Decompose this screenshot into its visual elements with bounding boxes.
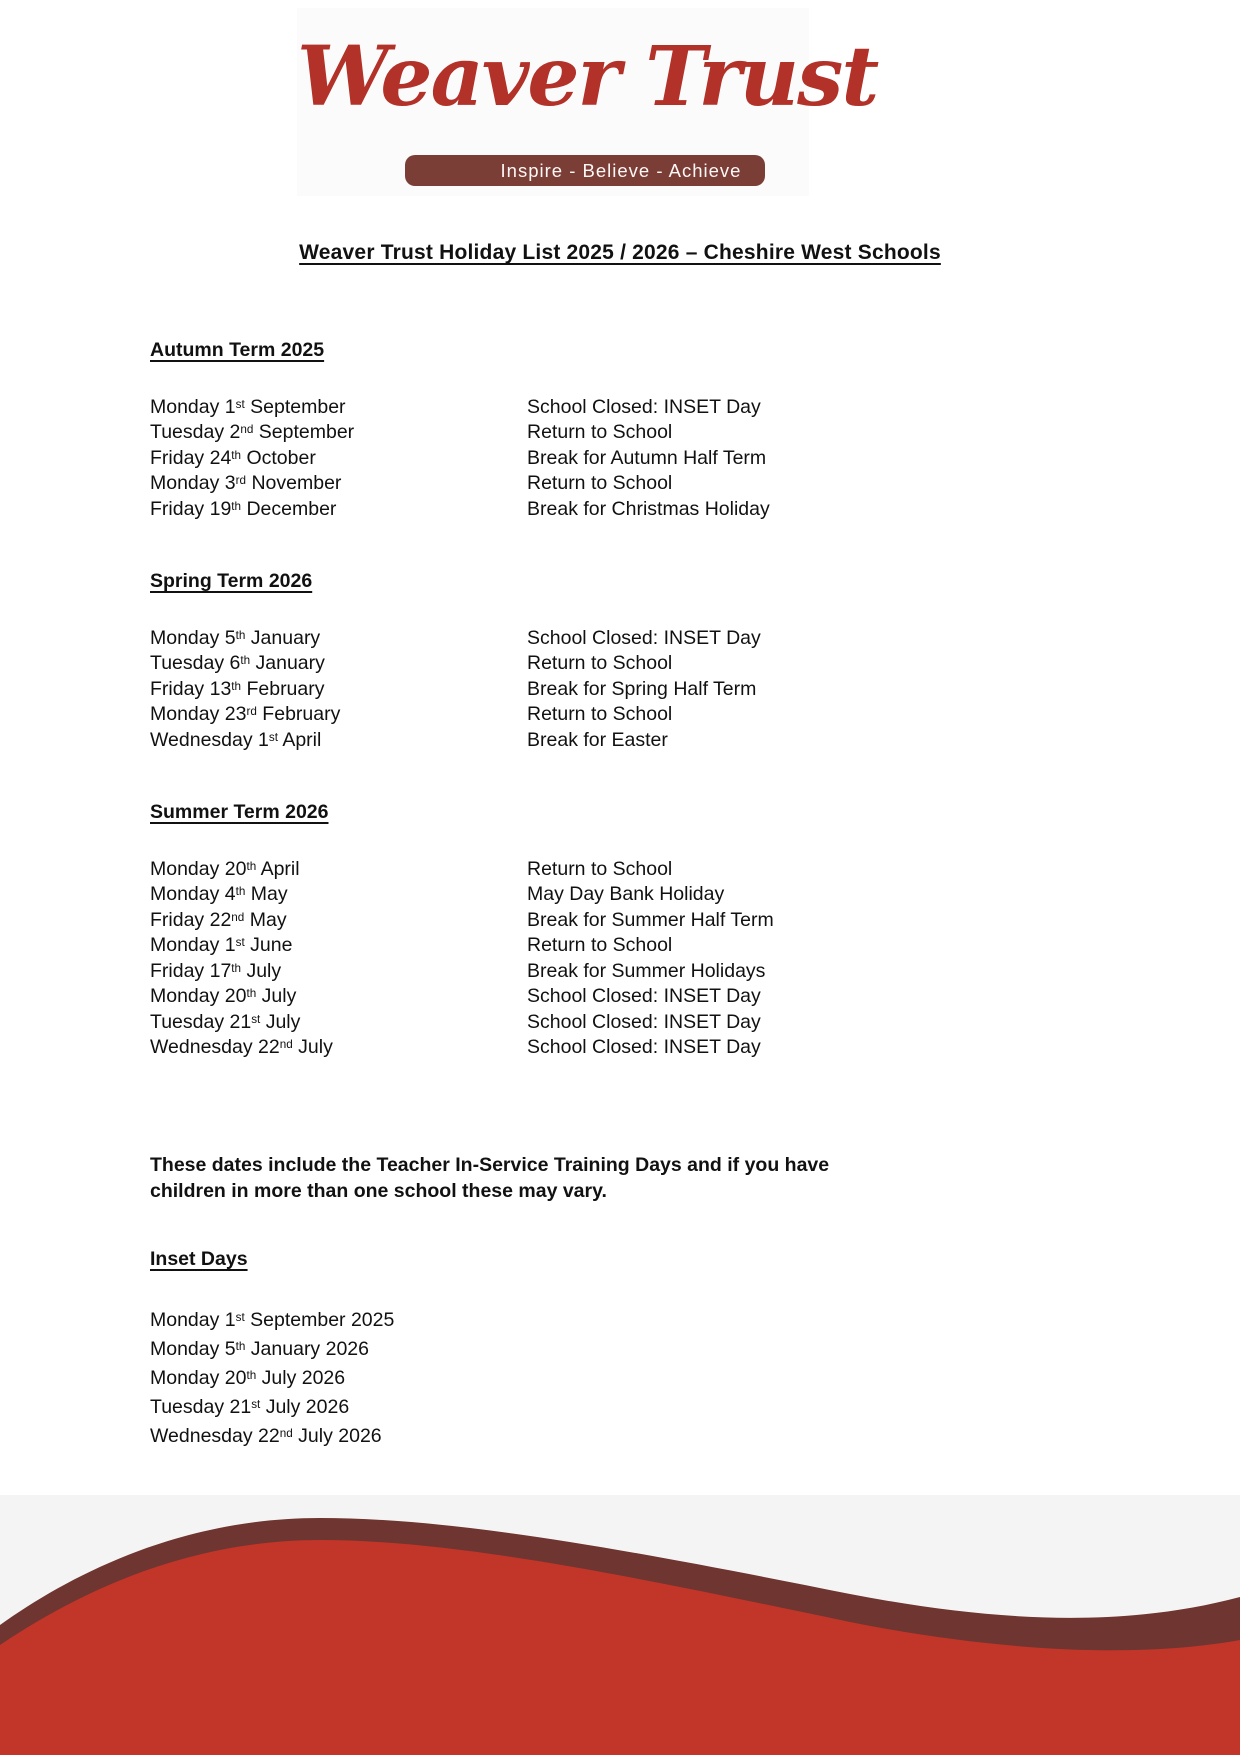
holiday-description: Return to School (527, 934, 673, 956)
ordinal-suffix: nd (231, 910, 245, 924)
holiday-row (150, 1010, 1090, 1036)
logo-tagline-banner (405, 155, 765, 186)
ordinal-suffix: st (235, 936, 245, 950)
holiday-row (150, 857, 1090, 883)
inset-day-date: Wednesday 22nd July 2026 (150, 1424, 382, 1447)
holiday-description: School Closed: INSET Day (527, 395, 761, 418)
holiday-row (150, 702, 1090, 728)
holiday-date: Monday 1st September (150, 395, 346, 418)
logo-wordmark: Weaver Trust (297, 29, 878, 125)
holiday-description: Break for Summer Holidays (527, 959, 766, 982)
holiday-date: Monday 5th January (150, 626, 321, 649)
holiday-description: School Closed: INSET Day (527, 1010, 761, 1033)
ordinal-suffix: st (251, 1397, 261, 1411)
holiday-date: Tuesday 21st July (150, 1010, 301, 1033)
holiday-description: Return to School (527, 703, 673, 725)
ordinal-suffix: nd (279, 1426, 293, 1440)
holiday-rows (150, 395, 1090, 523)
ordinal-suffix: th (246, 859, 257, 873)
holiday-row (150, 728, 1090, 754)
holiday-row (150, 651, 1090, 677)
inset-day-date: Monday 20th July 2026 (150, 1366, 346, 1389)
ordinal-suffix: st (268, 730, 278, 744)
holiday-description: Break for Easter (527, 728, 668, 751)
holiday-row (150, 626, 1090, 652)
ordinal-suffix: th (235, 628, 246, 642)
trust-logo (297, 8, 878, 196)
inset-day-date: Monday 5th January 2026 (150, 1337, 369, 1360)
holiday-row (150, 984, 1090, 1010)
holiday-rows (150, 857, 1090, 1061)
holiday-date: Monday 20th April (150, 857, 300, 880)
holiday-description: Return to School (527, 652, 673, 674)
holiday-description: School Closed: INSET Day (527, 1036, 761, 1058)
section-heading: Summer Term 2026 (150, 801, 329, 823)
ordinal-suffix: th (246, 1368, 257, 1382)
holiday-description: School Closed: INSET Day (527, 626, 761, 649)
holiday-description: Break for Summer Half Term (527, 908, 774, 931)
ordinal-suffix: th (235, 885, 246, 899)
footer-wave-graphic (0, 1340, 1240, 1755)
holiday-date: Friday 17th July (150, 959, 282, 982)
note-line: These dates include the Teacher In-Service Training Days and if you have (150, 1154, 830, 1176)
ordinal-suffix: th (231, 499, 242, 513)
holiday-description: Break for Autumn Half Term (527, 446, 767, 469)
ordinal-suffix: th (240, 654, 251, 668)
ordinal-suffix: th (231, 679, 242, 693)
holiday-description: School Closed: INSET Day (527, 985, 761, 1007)
holiday-row (150, 882, 1090, 908)
holiday-date: Wednesday 1st April (150, 728, 322, 751)
holiday-description: Break for Spring Half Term (527, 677, 757, 700)
holiday-date: Monday 3rd November (150, 472, 342, 494)
ordinal-suffix: rd (246, 705, 257, 719)
ordinal-suffix: st (251, 1012, 261, 1026)
holiday-row (150, 959, 1090, 985)
holiday-date: Monday 4th May (150, 883, 288, 905)
note-line: children in more than one school these may vary. (150, 1180, 607, 1202)
inset-note (150, 1152, 1110, 1204)
inset-day-date: Monday 1st September 2025 (150, 1308, 395, 1331)
holiday-row (150, 1035, 1090, 1061)
holiday-description: Return to School (527, 857, 673, 880)
ordinal-suffix: nd (279, 1038, 293, 1052)
section-summer-term (150, 800, 1090, 1061)
holiday-date: Friday 13th February (150, 677, 325, 700)
ordinal-suffix: st (235, 397, 245, 411)
holiday-date: Monday 1st June (150, 934, 293, 956)
logo-tagline: Inspire - Believe - Achieve (500, 160, 742, 181)
section-heading: Autumn Term 2025 (150, 339, 325, 361)
ordinal-suffix: th (231, 961, 242, 975)
holiday-date: Monday 23rd February (150, 703, 341, 725)
holiday-date: Friday 19th December (150, 497, 337, 520)
inset-day-row (150, 1306, 1090, 1335)
holiday-date: Monday 20th July (150, 985, 297, 1007)
ordinal-suffix: th (235, 1339, 246, 1353)
holiday-row (150, 677, 1090, 703)
ordinal-suffix: nd (240, 423, 254, 437)
holiday-row (150, 420, 1090, 446)
holiday-description: May Day Bank Holiday (527, 883, 725, 905)
ordinal-suffix: st (235, 1310, 245, 1324)
holiday-date: Friday 24th October (150, 446, 316, 469)
holiday-date: Friday 22nd May (150, 908, 287, 931)
page-title: Weaver Trust Holiday List 2025 / 2026 – Cheshire West Schools (299, 241, 941, 264)
section-spring-term (150, 569, 1090, 753)
ordinal-suffix: th (246, 987, 257, 1001)
ordinal-suffix: th (231, 448, 242, 462)
section-heading: Spring Term 2026 (150, 570, 313, 592)
holiday-date: Wednesday 22nd July (150, 1036, 333, 1058)
holiday-row (150, 395, 1090, 421)
section-autumn-term (150, 338, 1090, 522)
holiday-row (150, 446, 1090, 472)
holiday-rows (150, 626, 1090, 754)
holiday-description: Break for Christmas Holiday (527, 497, 770, 520)
holiday-description: Return to School (527, 472, 673, 494)
holiday-date: Tuesday 6th January (150, 652, 325, 674)
holiday-date: Tuesday 2nd September (150, 421, 355, 443)
holiday-row (150, 497, 1090, 523)
ordinal-suffix: rd (235, 474, 247, 488)
holiday-description: Return to School (527, 421, 673, 443)
holiday-row (150, 908, 1090, 934)
inset-day-date: Tuesday 21st July 2026 (150, 1395, 350, 1418)
section-heading: Inset Days (150, 1248, 248, 1270)
holiday-row (150, 933, 1090, 959)
holiday-row (150, 471, 1090, 497)
